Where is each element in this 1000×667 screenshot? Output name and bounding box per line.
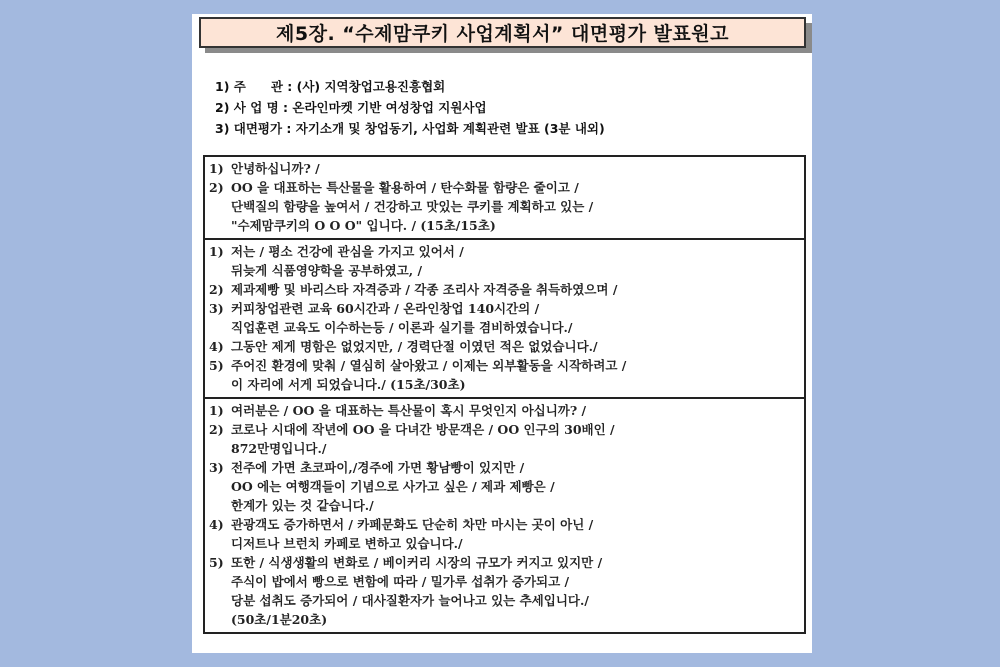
line-text: (50초/1분20초): [231, 612, 328, 627]
script-section-self-intro: [205, 240, 804, 399]
line-text: 전주에 가면 초코파이,/경주에 가면 황남빵이 있지만 /: [231, 460, 525, 475]
line-text: 커피창업관련 교육 60시간과 / 온라인창업 140시간의 /: [231, 301, 540, 316]
script-line: [209, 216, 798, 235]
script-line: [209, 420, 798, 439]
line-number: 2): [209, 282, 224, 297]
line-text: 관광객도 증가하면서 / 카페문화도 단순히 차만 마시는 곳이 아닌 /: [231, 517, 594, 532]
info-row-evaluation: [215, 118, 605, 139]
script-line: [209, 458, 798, 477]
line-text: 여러분은 / OO 을 대표하는 특산물이 혹시 무엇인지 아십니까? /: [231, 403, 587, 418]
line-text: 직업훈련 교육도 이수하는등 / 이론과 실기를 겸비하였습니다./: [231, 320, 573, 335]
info-block: [215, 76, 605, 139]
line-number: 1): [209, 403, 224, 418]
script-line: [209, 197, 798, 216]
line-number: 1): [209, 244, 224, 259]
title-banner: [199, 17, 806, 47]
line-number: 4): [209, 339, 224, 354]
line-number: 4): [209, 517, 224, 532]
line-number: 5): [209, 358, 224, 373]
script-line: [209, 159, 798, 178]
line-text: OO 에는 여행객들이 기념으로 사가고 싶은 / 제과 제빵은 /: [231, 479, 555, 494]
script-line: [209, 610, 798, 629]
script-table: [203, 155, 806, 634]
page-title: 제5장. “수제맘쿠키 사업계획서” 대면평가 발표원고: [199, 17, 806, 48]
line-text: 이 자리에 서게 되었습니다./ (15초/30초): [231, 377, 466, 392]
line-text: 주식이 밥에서 빵으로 변함에 따라 / 밀가루 섭취가 증가되고 /: [231, 574, 570, 589]
script-line: [209, 261, 798, 280]
script-line: [209, 477, 798, 496]
script-section-market: [205, 399, 804, 632]
info-row-project: [215, 97, 605, 118]
line-text: 또한 / 식생생활의 변화로 / 베이커리 시장의 규모가 커지고 있지만 /: [231, 555, 603, 570]
info-row-organizer: [215, 76, 605, 97]
line-number: 3): [209, 460, 224, 475]
script-line: [209, 375, 798, 394]
line-text: 뒤늦게 식품영양학을 공부하였고, /: [231, 263, 423, 278]
info-label: 3) 대면평가 :: [215, 121, 292, 136]
script-line: [209, 553, 798, 572]
line-text: 디저트나 브런치 카페로 변하고 있습니다./: [231, 536, 463, 551]
line-text: 당분 섭취도 증가되어 / 대사질환자가 늘어나고 있는 추세입니다./: [231, 593, 589, 608]
script-line: [209, 401, 798, 420]
script-line: [209, 496, 798, 515]
info-label: 2) 사 업 명 :: [215, 100, 289, 115]
info-value: (사) 지역창업고용진흥협회: [296, 79, 446, 94]
script-line: [209, 337, 798, 356]
script-line: [209, 515, 798, 534]
line-text: 그동안 제게 명함은 없었지만, / 경력단절 이였던 적은 없었습니다./: [231, 339, 598, 354]
line-number: 1): [209, 161, 224, 176]
line-text: 872만명입니다./: [231, 441, 327, 456]
info-label: 1) 주 관 :: [215, 79, 293, 94]
line-text: 제과제빵 및 바리스타 자격증과 / 각종 조리사 자격증을 취득하였으며 /: [231, 282, 618, 297]
info-value: 온라인마켓 기반 여성창업 지원사업: [292, 100, 487, 115]
script-line: [209, 591, 798, 610]
script-line: [209, 572, 798, 591]
line-text: "수제맘쿠키의 O O O" 입니다. / (15초/15초): [231, 218, 496, 233]
line-text: 저는 / 평소 건강에 관심을 가지고 있어서 /: [231, 244, 464, 259]
script-line: [209, 439, 798, 458]
line-number: 2): [209, 180, 224, 195]
script-line: [209, 280, 798, 299]
script-line: [209, 178, 798, 197]
line-number: 2): [209, 422, 224, 437]
line-text: 안녕하십니까? /: [231, 161, 320, 176]
script-line: [209, 242, 798, 261]
script-line: [209, 356, 798, 375]
script-line: [209, 318, 798, 337]
line-number: 5): [209, 555, 224, 570]
info-value: 자기소개 및 창업동기, 사업화 계획관련 발표 (3분 내외): [295, 121, 605, 136]
line-text: 코로나 시대에 작년에 OO 을 다녀간 방문객은 / OO 인구의 30배인 /: [231, 422, 615, 437]
document-page: [192, 14, 812, 653]
line-text: 단백질의 함량을 높여서 / 건강하고 맛있는 쿠키를 계획하고 있는 /: [231, 199, 594, 214]
script-line: [209, 534, 798, 553]
line-text: 한계가 있는 것 같습니다./: [231, 498, 374, 513]
script-line: [209, 299, 798, 318]
line-text: OO 을 대표하는 특산물을 활용하여 / 탄수화물 함량은 줄이고 /: [231, 180, 579, 195]
line-text: 주어진 환경에 맞춰 / 열심히 살아왔고 / 이제는 외부활동을 시작하려고 /: [231, 358, 627, 373]
line-number: 3): [209, 301, 224, 316]
script-section-greeting: [205, 157, 804, 240]
